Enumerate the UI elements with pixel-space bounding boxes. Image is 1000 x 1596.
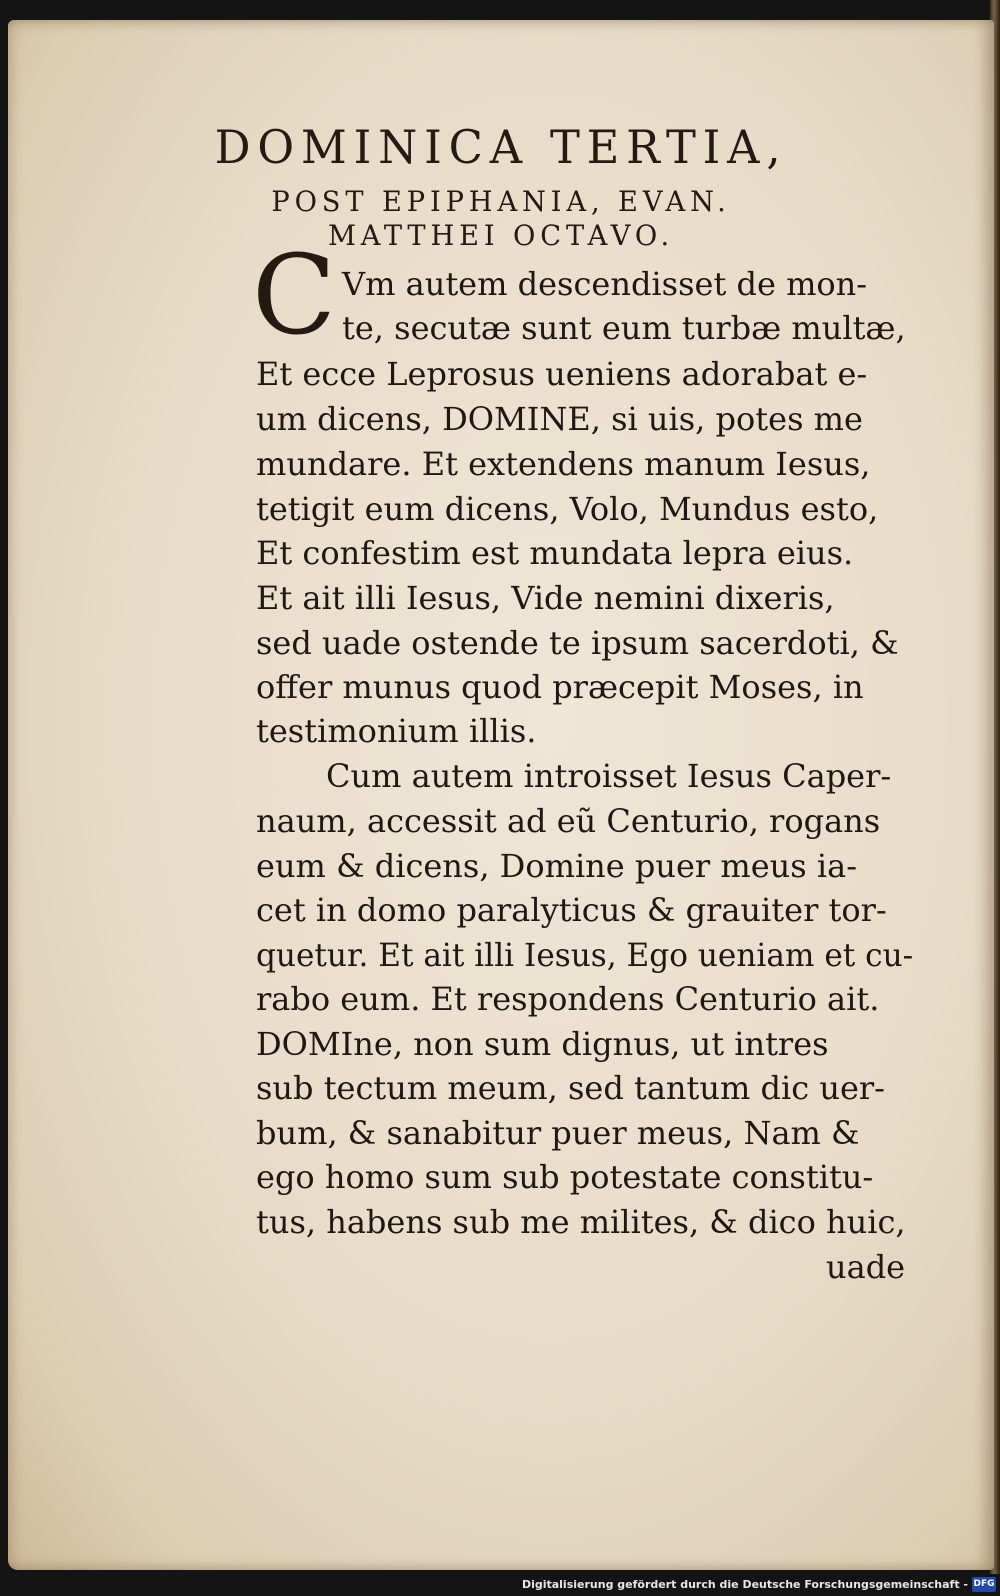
text-line: Et confestim est mundata lepra eius. bbox=[256, 534, 854, 572]
text-line: tetigit eum dicens, Volo, Mundus esto, bbox=[256, 490, 879, 528]
text-line: rabo eum. Et respondens Centurio ait. bbox=[256, 980, 880, 1018]
catchword: uade bbox=[826, 1248, 906, 1286]
page-heading-source: MATTHEI OCTAVO. bbox=[327, 219, 675, 252]
page-heading-title: DOMINICA TERTIA, bbox=[214, 120, 788, 174]
text-line: Cum autem introisset Iesus Caper- bbox=[326, 757, 892, 795]
text-line: Et ecce Leprosus ueniens adorabat e- bbox=[256, 355, 868, 393]
text-line: sub tectum meum, sed tantum dic uer- bbox=[256, 1069, 885, 1107]
dfg-logo-icon: DFG bbox=[972, 1577, 996, 1592]
text-line: ego homo sum sub potestate constitu- bbox=[256, 1158, 874, 1196]
text-line: testimonium illis. bbox=[256, 712, 537, 750]
text-line: naum, accessit ad eũ Centurio, rogans bbox=[256, 802, 881, 840]
text-line: offer munus quod præcepit Moses, in bbox=[256, 668, 864, 706]
text-line: um dicens, DOMINE, si uis, potes me bbox=[256, 400, 863, 438]
text-line: te, secutæ sunt eum turbæ multæ, bbox=[342, 309, 906, 347]
text-line: eum & dicens, Domine puer meus ia- bbox=[256, 847, 857, 885]
text-line: sed uade ostende te ipsum sacerdoti, & bbox=[256, 624, 899, 662]
text-line: Vm autem descendisset de mon- bbox=[342, 265, 868, 303]
page-heading-subtitle: POST EPIPHANIA, EVAN. bbox=[271, 185, 731, 218]
text-line: mundare. Et extendens manum Iesus, bbox=[256, 445, 871, 483]
text-line: tus, habens sub me milites, & dico huic, bbox=[256, 1203, 906, 1241]
text-line: Et ait illi Iesus, Vide nemini dixeris, bbox=[256, 579, 835, 617]
book-page bbox=[8, 20, 994, 1570]
dfg-credit-text: Digitalisierung gefördert durch die Deutsche Forschungsgemeinschaft - bbox=[521, 1578, 968, 1591]
text-line: quetur. Et ait illi Iesus, Ego ueniam et cu- bbox=[256, 936, 914, 974]
text-line: DOMIne, non sum dignus, ut intres bbox=[256, 1025, 829, 1063]
text-line: cet in domo paralyticus & grauiter tor- bbox=[256, 891, 887, 929]
drop-capital: C bbox=[252, 231, 337, 359]
text-line: bum, & sanabitur puer meus, Nam & bbox=[256, 1114, 860, 1152]
